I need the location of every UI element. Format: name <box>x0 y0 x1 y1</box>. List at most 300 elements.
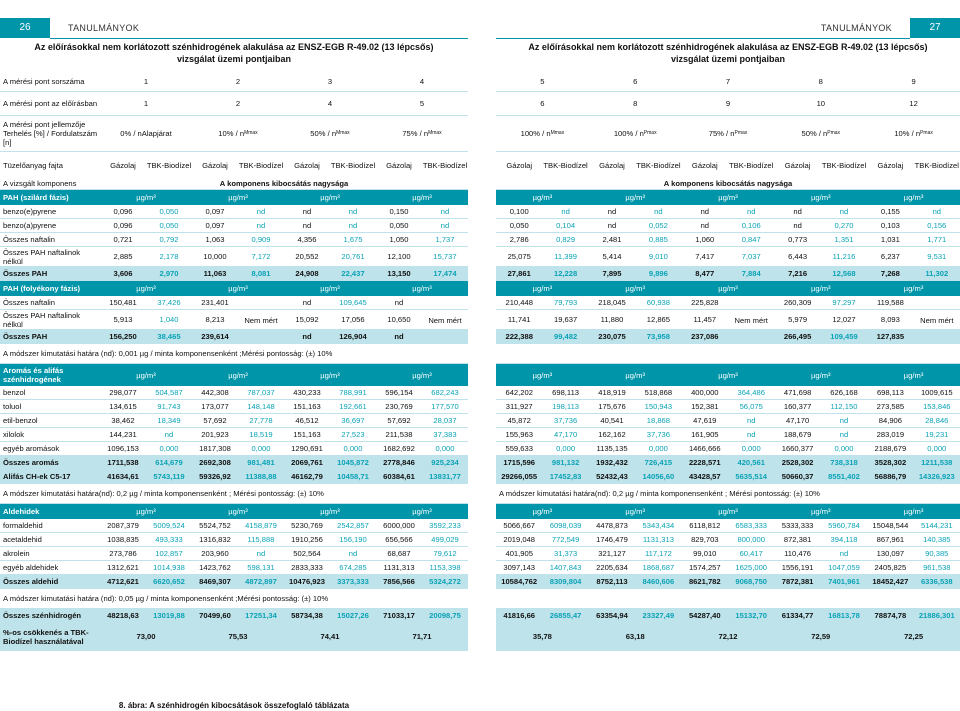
value-cell: 175,676 <box>598 402 626 411</box>
row-label: xilolok <box>3 430 25 439</box>
table-row <box>0 561 468 575</box>
section-label: PAH (folyékony fázis) <box>3 284 81 293</box>
left-title-line-2: vizsgálat üzemi pontjaiban <box>176 54 292 64</box>
value-cell: 127,835 <box>876 332 905 341</box>
value-cell: 130,097 <box>876 549 905 558</box>
value-cell: 156,250 <box>109 332 137 341</box>
value-cell: nd <box>839 549 849 558</box>
note-line: A módszer kimutatási határa <box>499 489 595 498</box>
note-line: Mérési pontosság: (±) 10% <box>241 349 333 358</box>
row-label: akrolein <box>3 549 30 558</box>
value-cell: 201,923 <box>201 430 229 439</box>
value-cell: 1211,538 <box>921 458 953 467</box>
row-label: Alifás CH-ek C5-17 <box>3 472 71 481</box>
left-page-number: 26 <box>0 18 50 38</box>
value-cell: 21886,301 <box>918 611 955 620</box>
value-cell: 4,356 <box>297 235 317 244</box>
header-label: A mérési pont sorszáma <box>3 77 85 86</box>
not-measured-label: Nem mért <box>428 315 462 325</box>
value-cell: 160,377 <box>783 402 812 411</box>
row-label: Összes aromás <box>3 458 59 467</box>
value-cell: 73,958 <box>646 332 670 341</box>
operating-point-cell: 8 <box>818 77 823 86</box>
note-line: A módszer kimutatási határa (nd): 0,001 µg / minta komponensenként ; <box>3 349 242 358</box>
value-cell: 1131,313 <box>642 535 674 544</box>
value-cell: 151,163 <box>293 402 321 411</box>
value-cell: 47,619 <box>693 416 717 425</box>
value-cell: 8,477 <box>695 269 715 278</box>
table-row <box>496 267 960 281</box>
operating-point-cell: 4 <box>419 77 425 86</box>
fuel-type-cell: TBK-Biodízel <box>146 160 192 170</box>
value-cell: 1868,687 <box>642 563 675 572</box>
unit-label: µg/m³ <box>811 284 831 293</box>
value-cell: 2692,308 <box>199 458 231 467</box>
unit-label: µg/m³ <box>903 193 924 202</box>
value-cell: 2188,679 <box>874 444 907 453</box>
unit-label: µg/m³ <box>320 193 340 202</box>
value-cell: 8621,782 <box>688 577 721 586</box>
operating-point-cell: 12 <box>909 99 918 108</box>
value-cell: 10,000 <box>203 252 227 261</box>
value-cell: 0,097 <box>205 221 225 230</box>
value-cell: 24,908 <box>295 269 319 278</box>
value-cell: 19,231 <box>925 430 949 439</box>
value-cell: 1135,135 <box>596 444 628 453</box>
value-cell: 144,231 <box>109 430 137 439</box>
value-cell: 70499,60 <box>199 611 231 620</box>
value-cell: 1715,596 <box>503 458 536 467</box>
value-cell: 1711,538 <box>107 458 139 467</box>
value-cell: 1,031 <box>880 235 900 244</box>
value-cell: nd <box>839 416 849 425</box>
unit-label: µg/m³ <box>412 370 432 380</box>
value-cell: 14056,60 <box>642 472 675 481</box>
fuel-type-cell: TBK-Biodízel <box>636 160 681 170</box>
value-cell: 79,612 <box>433 549 457 558</box>
fuel-type-cell: Gázolaj <box>294 160 320 170</box>
fuel-type-cell: Gázolaj <box>506 160 533 170</box>
value-cell: 0,050 <box>159 221 179 230</box>
value-cell: 61334,77 <box>781 611 814 620</box>
value-cell: 10,650 <box>387 315 411 324</box>
component-header-row <box>0 178 468 190</box>
table-row <box>496 561 960 575</box>
table-row <box>496 205 960 219</box>
value-cell: 9,896 <box>648 269 668 278</box>
table-row <box>0 609 468 623</box>
note-line: (nd): 0,2 µg / minta komponensenként ; Mérési pontosság: (±) 10% <box>594 489 820 498</box>
value-cell: 925,234 <box>431 458 459 467</box>
value-cell: 2,178 <box>159 252 179 261</box>
value-cell: 499,029 <box>431 535 459 544</box>
operating-point-cell: 0% / nAlapjárat <box>120 129 172 138</box>
value-cell: 0,721 <box>113 235 133 244</box>
right-emissions-table <box>496 72 960 651</box>
value-cell: 1038,835 <box>107 535 139 544</box>
value-cell: 8,081 <box>251 269 271 278</box>
value-cell: 211,538 <box>385 430 413 439</box>
value-cell: 0,847 <box>741 235 761 244</box>
value-cell: 150,943 <box>644 402 673 411</box>
value-cell: 11,063 <box>203 269 227 278</box>
value-cell: 15132,70 <box>735 611 768 620</box>
value-cell: 7,417 <box>695 252 715 261</box>
value-cell: 0,000 <box>251 444 271 453</box>
left-page <box>0 0 468 711</box>
value-cell: 6583,333 <box>735 521 768 530</box>
value-cell: 13831,77 <box>429 472 461 481</box>
value-cell: 400,000 <box>691 388 719 397</box>
header-row <box>0 72 468 92</box>
value-cell: 1131,313 <box>383 563 415 572</box>
not-measured-label: Nem mért <box>920 315 954 325</box>
value-cell: 2405,825 <box>874 563 907 572</box>
value-cell: 1660,377 <box>781 444 814 453</box>
row-label: benzo(e)pyrene <box>3 207 57 216</box>
value-cell: 2,885 <box>113 252 133 261</box>
value-cell: 1407,843 <box>549 563 582 572</box>
value-cell: 112,150 <box>830 402 858 411</box>
value-cell: 173,077 <box>201 402 229 411</box>
unit-label: µg/m³ <box>903 284 924 293</box>
value-cell: 47,170 <box>785 416 810 425</box>
reduction-percent: 74,41 <box>320 632 340 641</box>
value-cell: 27,861 <box>507 269 531 278</box>
value-cell: 0,050 <box>389 221 409 230</box>
fuel-type-row <box>0 152 468 178</box>
value-cell: 12,568 <box>832 269 856 278</box>
value-cell: 9,531 <box>927 252 947 261</box>
not-measured-label: Nem mért <box>734 315 768 325</box>
value-cell: 2069,761 <box>291 458 323 467</box>
value-cell: 1423,762 <box>199 563 231 572</box>
operating-point-cell: 100% / n Pmax <box>613 129 657 138</box>
value-cell: 56886,79 <box>874 472 907 481</box>
value-cell: 10476,923 <box>289 577 325 586</box>
unit-label: µg/m³ <box>228 284 248 293</box>
fuel-type-cell: TBK-Biodízel <box>914 160 959 170</box>
reduction-percent: 75,53 <box>228 632 248 641</box>
section-band <box>496 364 960 386</box>
value-cell: 5635,514 <box>735 472 768 481</box>
value-cell: 6000,000 <box>383 521 415 530</box>
value-cell: 430,233 <box>293 388 321 397</box>
value-cell: 41634,61 <box>107 472 139 481</box>
value-cell: 15,092 <box>295 315 319 324</box>
value-cell: 260,309 <box>783 298 812 307</box>
value-cell: 60,417 <box>739 549 763 558</box>
fuel-type-cell: TBK-Biodízel <box>543 160 588 170</box>
table-row <box>0 428 468 442</box>
value-cell: 7856,566 <box>383 577 415 586</box>
value-cell: 38,465 <box>157 332 181 341</box>
value-cell: 981,132 <box>551 458 580 467</box>
table-row <box>496 442 960 456</box>
value-cell: 6098,039 <box>549 521 582 530</box>
value-cell: 1682,692 <box>383 444 415 453</box>
figure-caption: 8. ábra: A szénhidrogén kibocsátások összefoglaló táblázata <box>118 701 350 710</box>
unit-label: µg/m³ <box>532 284 553 293</box>
value-cell: 493,333 <box>155 535 183 544</box>
value-cell: 5960,784 <box>828 521 860 530</box>
unit-label: µg/m³ <box>412 284 432 293</box>
value-cell: 13,150 <box>387 269 411 278</box>
operating-point-cell: 6 <box>633 77 638 86</box>
value-cell: nd <box>607 221 617 230</box>
value-cell: 2087,379 <box>107 521 139 530</box>
value-cell: 126,904 <box>339 332 367 341</box>
value-cell: 99,482 <box>553 332 578 341</box>
value-cell: 1625,000 <box>735 563 768 572</box>
value-cell: 12,027 <box>832 315 856 324</box>
subscript: Mmax <box>550 130 565 136</box>
value-cell: 518,868 <box>644 388 673 397</box>
value-cell: 1556,191 <box>781 563 814 572</box>
unit-label: µg/m³ <box>320 284 340 293</box>
unit-label: µg/m³ <box>903 507 924 516</box>
table-row <box>0 575 468 589</box>
value-cell: 18,349 <box>157 416 181 425</box>
left-running-header <box>0 18 468 38</box>
value-cell: 99,010 <box>693 549 717 558</box>
value-cell: 738,318 <box>830 458 858 467</box>
value-cell: 17,056 <box>341 315 365 324</box>
value-cell: 11,399 <box>554 252 577 261</box>
value-cell: nd <box>793 221 802 230</box>
note-row <box>496 589 960 609</box>
value-cell: 1312,621 <box>107 563 139 572</box>
value-cell: 11388,88 <box>245 472 277 481</box>
value-cell: 0,100 <box>509 207 529 216</box>
operating-point-cell: 100% / n Mmax <box>520 129 565 138</box>
value-cell: 60,938 <box>646 298 670 307</box>
row-label: Összes naftalin <box>3 235 55 244</box>
value-cell: 13019,88 <box>153 611 185 620</box>
value-cell: 2528,302 <box>781 458 814 467</box>
note-line: Mérési pontosság: (±) 10% <box>237 594 329 603</box>
fuel-type-cell: TBK-Biodízel <box>821 160 867 170</box>
value-cell: 155,963 <box>505 430 533 439</box>
operating-point-cell: 10% / n Mmax <box>218 129 258 138</box>
row-label: toluol <box>3 402 22 411</box>
unit-label: µg/m³ <box>228 370 248 380</box>
value-cell: nd <box>746 416 756 425</box>
value-cell: 1316,832 <box>199 535 231 544</box>
value-cell: nd <box>700 221 710 230</box>
value-cell: 2019,048 <box>503 535 536 544</box>
value-cell: 1,050 <box>389 235 409 244</box>
table-row <box>496 547 960 561</box>
value-cell: 4872,897 <box>245 577 277 586</box>
value-cell: 225,828 <box>691 298 719 307</box>
value-cell: 12,865 <box>646 315 670 324</box>
value-cell: 418,919 <box>598 388 626 397</box>
value-cell: 10584,762 <box>501 577 538 586</box>
table-row <box>496 575 960 589</box>
note-line: A módszer kimutatási határa (nd): 0,05 µg / minta komponensenként ; <box>3 594 238 603</box>
value-cell: 5230,769 <box>291 521 323 530</box>
unit-label: µg/m³ <box>718 507 738 516</box>
method-note <box>0 344 468 363</box>
value-cell: 31,373 <box>553 549 578 558</box>
table-row <box>0 442 468 456</box>
value-cell: 3528,302 <box>874 458 907 467</box>
value-cell: 266,495 <box>783 332 812 341</box>
unit-label: µg/m³ <box>625 370 645 380</box>
section-band <box>0 190 468 205</box>
value-cell: nd <box>746 430 756 439</box>
value-cell: 829,703 <box>691 535 719 544</box>
value-cell: 1045,872 <box>337 458 369 467</box>
section-label: PAH (szilárd fázis) <box>3 193 69 202</box>
row-label: egyéb aromások <box>3 444 60 453</box>
value-cell: 0,096 <box>113 221 133 230</box>
unit-label: µg/m³ <box>320 370 340 380</box>
method-note <box>0 589 468 608</box>
subscript: Mmax <box>244 130 258 136</box>
operating-point-cell: 5 <box>419 99 425 108</box>
value-cell: 0,106 <box>741 221 761 230</box>
operating-point-cell: 8 <box>633 99 638 108</box>
value-cell: 656,566 <box>385 535 413 544</box>
row-label: Összes PAH naftalinok nélkül <box>3 310 81 329</box>
subscript: Pmax <box>734 130 748 136</box>
value-cell: 1466,666 <box>688 444 721 453</box>
operating-point-cell: 5 <box>540 77 545 86</box>
value-cell: 5343,434 <box>642 521 675 530</box>
value-cell: 0,000 <box>343 444 363 453</box>
value-cell: 311,927 <box>505 402 533 411</box>
value-cell: 394,118 <box>830 535 858 544</box>
note-row <box>496 344 960 364</box>
value-cell: 26855,47 <box>549 611 582 620</box>
right-page <box>496 0 960 711</box>
value-cell: 2,970 <box>159 269 179 278</box>
value-cell: nd <box>256 549 266 558</box>
value-cell: 1096,153 <box>107 444 139 453</box>
value-cell: 18,868 <box>646 416 670 425</box>
value-cell: 19,637 <box>553 315 578 324</box>
value-cell: 90,385 <box>925 549 949 558</box>
value-cell: 46,512 <box>295 416 319 425</box>
value-cell: 364,486 <box>737 388 765 397</box>
table-row <box>0 247 468 267</box>
value-cell: 188,679 <box>783 430 812 439</box>
not-measured-label: Nem mért <box>244 315 278 325</box>
fuel-type-cell: TBK-Biodízel <box>422 160 468 170</box>
value-cell: 210,448 <box>505 298 533 307</box>
value-cell: 1932,432 <box>596 458 628 467</box>
value-cell: 5743,119 <box>153 472 185 481</box>
value-cell: 60384,61 <box>383 472 415 481</box>
section-band <box>496 504 960 519</box>
table-row <box>496 533 960 547</box>
value-cell: 0,909 <box>251 235 271 244</box>
value-cell: 110,476 <box>784 549 812 558</box>
value-cell: 3,606 <box>113 269 133 278</box>
value-cell: 153,846 <box>923 402 951 411</box>
value-cell: 5,979 <box>788 315 808 324</box>
table-row <box>0 205 468 219</box>
table-row <box>496 428 960 442</box>
value-cell: 298,077 <box>109 388 137 397</box>
value-cell: 17,474 <box>433 269 457 278</box>
right-running-header <box>496 18 960 38</box>
value-cell: 148,148 <box>247 402 275 411</box>
value-cell: 504,587 <box>155 388 183 397</box>
value-cell: nd <box>256 207 266 216</box>
value-cell: 222,388 <box>505 332 533 341</box>
value-cell: 726,415 <box>644 458 673 467</box>
value-cell: 20,761 <box>341 252 365 261</box>
value-cell: nd <box>302 298 312 307</box>
value-cell: 43428,57 <box>688 472 721 481</box>
value-cell: 598,131 <box>247 563 275 572</box>
value-cell: 502,564 <box>293 549 321 558</box>
value-cell: 11,880 <box>600 315 624 324</box>
value-cell: 8,213 <box>205 315 225 324</box>
value-cell: 56,075 <box>739 402 763 411</box>
unit-label: µg/m³ <box>532 193 553 202</box>
header-row <box>0 116 468 152</box>
component-header: A komponens kibocsátás nagysága <box>219 179 349 188</box>
component-header-row <box>496 178 960 190</box>
value-cell: 1,675 <box>343 235 363 244</box>
value-cell: 7,172 <box>251 252 271 261</box>
value-cell: 40,541 <box>600 416 624 425</box>
value-cell: 5,414 <box>602 252 622 261</box>
value-cell: 626,168 <box>830 388 858 397</box>
table-row <box>496 414 960 428</box>
value-cell: nd <box>932 207 942 216</box>
value-cell: 119,588 <box>876 298 904 307</box>
value-cell: 0,000 <box>834 444 854 453</box>
row-label: egyéb aldehidek <box>3 563 59 572</box>
left-header-rule <box>50 38 468 39</box>
unit-label: µg/m³ <box>718 370 738 380</box>
value-cell: 788,991 <box>339 388 367 397</box>
row-label: Összes PAH <box>3 269 48 278</box>
value-cell: nd <box>348 207 358 216</box>
operating-point-cell: 4 <box>327 99 333 108</box>
value-cell: 198,113 <box>552 402 580 411</box>
note-row <box>496 484 960 504</box>
operating-point-cell: 3 <box>327 77 333 86</box>
component-header: A komponens kibocsátás nagysága <box>663 179 793 188</box>
value-cell: 1009,615 <box>920 388 953 397</box>
value-cell: nd <box>654 207 663 216</box>
value-cell: 0,104 <box>556 221 576 230</box>
value-cell: 218,045 <box>598 298 626 307</box>
value-cell: 1,351 <box>834 235 854 244</box>
operating-point-cell: 1 <box>143 99 149 108</box>
unit-label: µg/m³ <box>903 370 924 380</box>
value-cell: 5066,667 <box>503 521 536 530</box>
fuel-type-cell: Gázolaj <box>877 160 904 170</box>
value-cell: 2542,857 <box>337 521 369 530</box>
value-cell: 230,769 <box>385 402 413 411</box>
value-cell: 54287,40 <box>688 611 721 620</box>
unit-label: µg/m³ <box>412 507 432 516</box>
section-band <box>0 364 468 386</box>
table-row <box>0 296 468 310</box>
subscript: Pmax <box>827 130 841 136</box>
value-cell: 11,741 <box>507 315 531 324</box>
operating-point-cell: 9 <box>725 99 731 108</box>
value-cell: nd <box>700 207 710 216</box>
value-cell: 273,585 <box>876 402 905 411</box>
